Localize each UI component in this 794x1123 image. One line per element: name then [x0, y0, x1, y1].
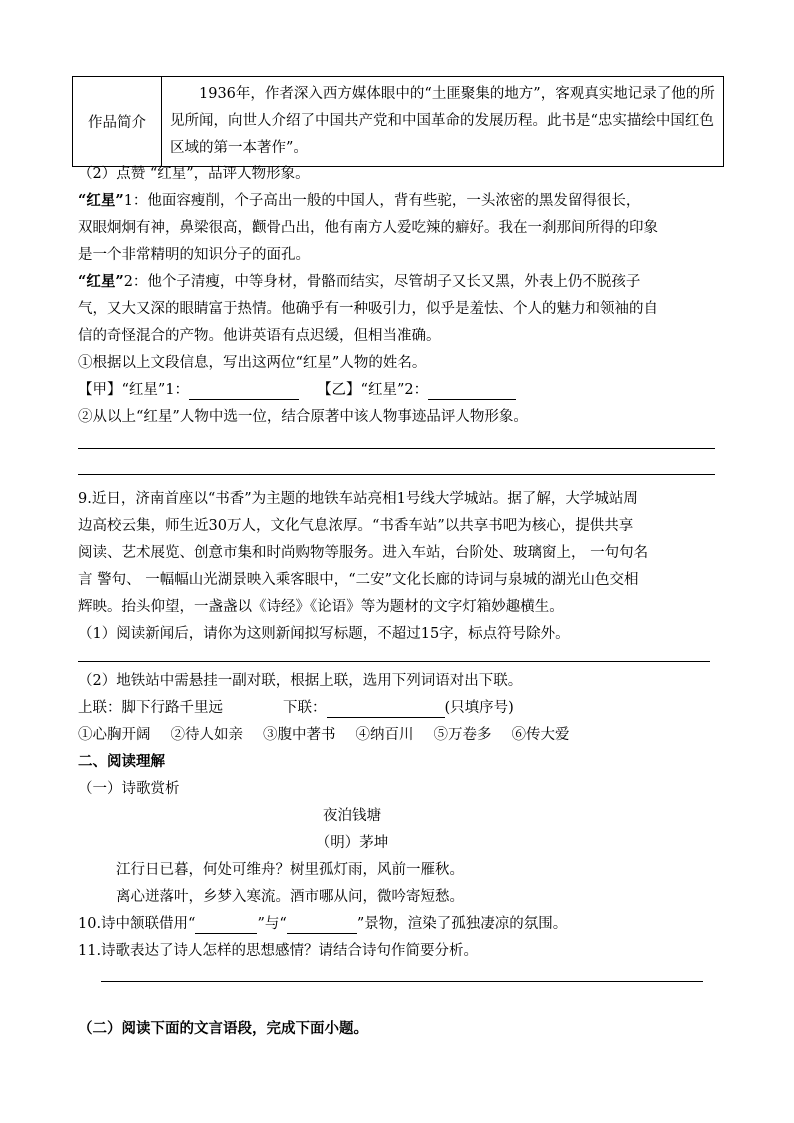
option-3: ③腹中著书	[263, 727, 336, 743]
intro-label: 作品简介	[73, 77, 162, 167]
q8-2-sub2: ②从以上“红星”人物中选一位，结合原著中该人物事迹品评人物形象。	[78, 409, 528, 425]
poem-title: 夜泊钱塘	[323, 808, 381, 824]
lower-couplet-label: 下联：	[283, 700, 327, 716]
poem-line-2: 离心迸落叶，乡梦入寒流。酒市哪从问，微吟寄短愁。	[116, 889, 464, 905]
q10: 10.诗中颔联借用“ ”与“ ”景物，渲染了孤独凄凉的氛围。	[78, 916, 568, 932]
q8-2-sub1: ①根据以上文段信息，写出这两位“红星”人物的姓名。	[78, 355, 427, 371]
q9-line-4: 言 警句、 一幅幅山光湖景映入乘客眼中，“二安”文化长廊的诗词与泉城的湖光山色交相	[78, 572, 639, 588]
yi-label: 【乙】“红星”2：	[317, 382, 429, 398]
part2-title: （二）阅读下面的文言语段，完成下面小题。	[78, 1020, 368, 1037]
answer-line[interactable]	[78, 448, 715, 449]
option-2: ②待人如亲	[170, 727, 243, 743]
lower-couplet-blank[interactable]	[327, 701, 445, 718]
q11: 11.诗歌表达了诗人怎样的思想感情？请结合诗句作简要分析。	[78, 943, 479, 959]
q9-sub2: （2）地铁站中需悬挂一副对联，根据上联，选用下列词语对出下联。	[78, 673, 523, 689]
star2-label: “红星”	[78, 273, 124, 290]
q9-sub1: （1）阅读新闻后，请你为这则新闻拟写标题，不超过15字，标点符号除外。	[78, 626, 570, 642]
star1-line-2: 双眼炯炯有神，鼻梁很高，颧骨凸出，他有南方人爱吃辣的癖好。我在一刹那间所得的印象	[78, 220, 658, 236]
answer-line[interactable]	[101, 981, 703, 982]
answer-line[interactable]	[78, 661, 710, 662]
answer-line[interactable]	[78, 474, 715, 475]
option-6: ⑥传大爱	[511, 727, 570, 743]
lower-couplet-note: (只填序号)	[444, 700, 514, 716]
star1-label: “红星”	[78, 192, 124, 209]
poem-line-1: 江行日已暮，何处可维舟？树里孤灯雨，风前一雁秋。	[116, 862, 464, 878]
star2-line-3: 信的奇怪混合的产物。他讲英语有点迟缓，但相当准确。	[78, 328, 441, 344]
part1-title: （一）诗歌赏析	[78, 781, 180, 797]
poem-author: （明）茅坤	[315, 835, 389, 851]
q9-line-1: 9.近日，济南首座以“书香”为主题的地铁车站亮相1号线大学城站。据了解，大学城站周	[78, 491, 638, 507]
q10-blank-2[interactable]	[287, 917, 357, 934]
q9-line-3: 阅读、艺术展览、创意市集和时尚购物等服务。进入车站，台阶处、玻璃窗上， 一句句名	[78, 545, 649, 561]
option-4: ④纳百川	[355, 727, 414, 743]
jia-label: 【甲】“红星”1：	[78, 382, 190, 398]
option-1: ①心胸开阔	[78, 727, 151, 743]
upper-couplet: 上联：脚下行路千里远	[78, 700, 223, 716]
star2-line-1: “红星”2：他个子清瘦，中等身材，骨骼而结实，尽管胡子又长又黑，外表上仍不脱孩子	[78, 273, 641, 290]
name-answer-row	[78, 380, 516, 400]
options-row	[78, 725, 590, 745]
option-5: ⑤万卷多	[433, 727, 492, 743]
star1-line-1: “红星”1：他面容瘦削，个子高出一般的中国人，背有些驼，一头浓密的黑发留得很长，	[78, 192, 641, 209]
couplet-row	[78, 698, 514, 718]
q9-line-5: 辉映。抬头仰望，一盏盏以《诗经》《论语》等为题材的文字灯箱妙趣横生。	[78, 599, 564, 615]
jia-answer-blank[interactable]	[189, 383, 299, 400]
intro-text: 1936年，作者深入西方媒体眼中的“土匪聚集的地方”，客观真实地记录了他的所见所闻，向世人介绍了中国共产党和中国革命的发展历程。此书是“忠实描绘中国红色区域的第一本著作”。	[162, 77, 724, 167]
q10-blank-1[interactable]	[195, 917, 257, 934]
q9-line-2: 边高校云集，师生近30万人，文化气息浓厚。“书香车站”以共享书吧为核心，提供共享	[78, 518, 634, 534]
intro-table	[72, 76, 724, 167]
section-title: 二、阅读理解	[78, 753, 165, 770]
star1-line-3: 是一个非常精明的知识分子的面孔。	[78, 247, 310, 263]
yi-answer-blank[interactable]	[428, 383, 516, 400]
q8-2-heading: （2）点赞 “红星”，品评人物形象。	[78, 166, 310, 182]
star2-line-2: 气，又大又深的眼睛富于热情。他确乎有一种吸引力，似乎是羞怯、个人的魅力和领袖的自	[78, 301, 658, 317]
